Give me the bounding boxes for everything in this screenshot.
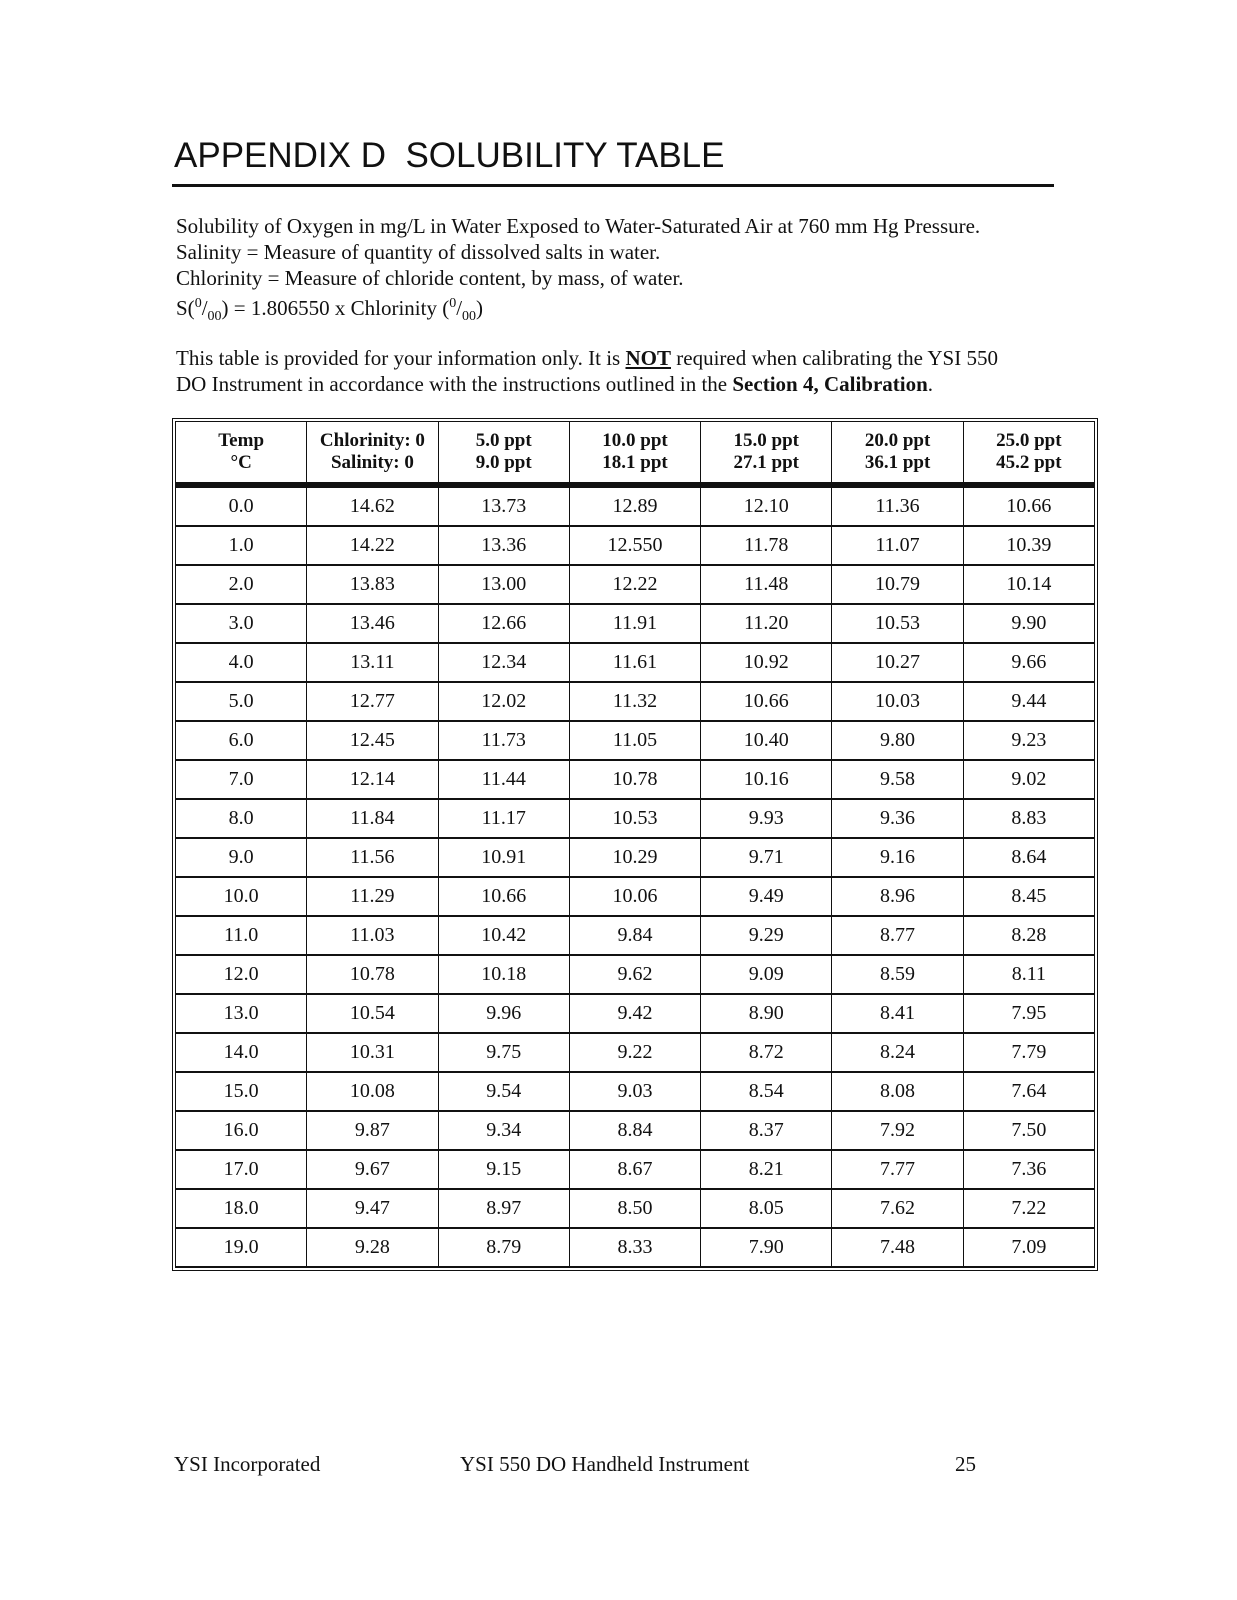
- value-cell: 7.79: [963, 1033, 1094, 1072]
- notice-line-1: [176, 345, 1056, 371]
- formula-end: ): [476, 296, 484, 320]
- value-cell: 8.41: [832, 994, 963, 1033]
- value-cell: 12.66: [438, 604, 569, 643]
- table-header-row: [176, 422, 1095, 486]
- value-cell: 11.07: [832, 526, 963, 565]
- value-cell: 10.92: [701, 643, 832, 682]
- value-cell: 12.14: [307, 760, 438, 799]
- value-cell: 13.36: [438, 526, 569, 565]
- value-cell: 7.09: [963, 1228, 1094, 1267]
- value-cell: 13.46: [307, 604, 438, 643]
- value-cell: 10.78: [569, 760, 700, 799]
- value-cell: 11.03: [307, 916, 438, 955]
- value-cell: 9.90: [963, 604, 1094, 643]
- value-cell: 13.73: [438, 485, 569, 526]
- notice-part-2: required when calibrating the YSI 550: [671, 346, 998, 370]
- value-cell: 9.28: [307, 1228, 438, 1267]
- table-row: [176, 1111, 1095, 1150]
- value-cell: 13.83: [307, 565, 438, 604]
- value-cell: 8.84: [569, 1111, 700, 1150]
- value-cell: 10.03: [832, 682, 963, 721]
- formula-slash-2: /: [456, 296, 463, 320]
- value-cell: 9.16: [832, 838, 963, 877]
- temp-cell: 3.0: [176, 604, 307, 643]
- column-header-line2: Salinity: 0: [330, 452, 414, 473]
- value-cell: 8.64: [963, 838, 1094, 877]
- value-cell: 9.49: [701, 877, 832, 916]
- value-cell: 10.66: [438, 877, 569, 916]
- value-cell: 9.58: [832, 760, 963, 799]
- column-header: [176, 422, 307, 486]
- formula-mid: ) = 1.806550 x Chlorinity (: [221, 296, 450, 320]
- column-header-line2: 27.1 ppt: [733, 452, 799, 473]
- value-cell: 11.17: [438, 799, 569, 838]
- table-row: [176, 994, 1095, 1033]
- value-cell: 9.22: [569, 1033, 700, 1072]
- table-row: [176, 604, 1095, 643]
- notice-part-3: DO Instrument in accordance with the instructions outlined in the: [176, 372, 733, 396]
- temp-cell: 14.0: [176, 1033, 307, 1072]
- formula-sub-2: 00: [462, 309, 477, 325]
- value-cell: 10.27: [832, 643, 963, 682]
- value-cell: 12.10: [701, 485, 832, 526]
- value-cell: 12.22: [569, 565, 700, 604]
- value-cell: 8.33: [569, 1228, 700, 1267]
- value-cell: 11.05: [569, 721, 700, 760]
- value-cell: 11.36: [832, 485, 963, 526]
- column-header-line2: 45.2 ppt: [996, 452, 1062, 473]
- column-header-line1: 10.0 ppt: [602, 430, 668, 451]
- value-cell: 11.91: [569, 604, 700, 643]
- value-cell: 8.24: [832, 1033, 963, 1072]
- column-header-line1: 15.0 ppt: [733, 430, 799, 451]
- value-cell: 10.40: [701, 721, 832, 760]
- table-row: [176, 485, 1095, 526]
- footer-page-number: 25: [955, 1452, 976, 1476]
- value-cell: 9.02: [963, 760, 1094, 799]
- value-cell: 8.28: [963, 916, 1094, 955]
- value-cell: 9.54: [438, 1072, 569, 1111]
- value-cell: 7.50: [963, 1111, 1094, 1150]
- value-cell: 11.29: [307, 877, 438, 916]
- value-cell: 9.67: [307, 1150, 438, 1189]
- value-cell: 10.18: [438, 955, 569, 994]
- column-header: [307, 422, 438, 486]
- value-cell: 10.08: [307, 1072, 438, 1111]
- value-cell: 8.08: [832, 1072, 963, 1111]
- value-cell: 10.53: [569, 799, 700, 838]
- value-cell: 8.79: [438, 1228, 569, 1267]
- value-cell: 10.79: [832, 565, 963, 604]
- intro-line-salinity: Salinity = Measure of quantity of dissolved salts in water.: [176, 240, 661, 264]
- solubility-table: [175, 421, 1095, 1268]
- temp-cell: 2.0: [176, 565, 307, 604]
- solubility-table-frame: [172, 418, 1098, 1271]
- temp-cell: 10.0: [176, 877, 307, 916]
- value-cell: 7.64: [963, 1072, 1094, 1111]
- table-row: [176, 1150, 1095, 1189]
- value-cell: 8.59: [832, 955, 963, 994]
- value-cell: 8.05: [701, 1189, 832, 1228]
- table-row: [176, 1189, 1095, 1228]
- intro-formula: [176, 291, 1056, 330]
- value-cell: 12.89: [569, 485, 700, 526]
- value-cell: 11.56: [307, 838, 438, 877]
- value-cell: 9.36: [832, 799, 963, 838]
- value-cell: 9.03: [569, 1072, 700, 1111]
- table-row: [176, 1072, 1095, 1111]
- value-cell: 8.83: [963, 799, 1094, 838]
- column-header-line1: Temp: [218, 430, 265, 451]
- temp-cell: 18.0: [176, 1189, 307, 1228]
- value-cell: 9.44: [963, 682, 1094, 721]
- column-header-line1: 5.0 ppt: [475, 430, 532, 451]
- value-cell: 12.02: [438, 682, 569, 721]
- value-cell: 12.550: [569, 526, 700, 565]
- column-header: [438, 422, 569, 486]
- value-cell: 8.54: [701, 1072, 832, 1111]
- value-cell: 10.66: [701, 682, 832, 721]
- table-row: [176, 799, 1095, 838]
- formula-sup: 0: [194, 296, 202, 311]
- value-cell: 9.62: [569, 955, 700, 994]
- temp-cell: 6.0: [176, 721, 307, 760]
- value-cell: 7.90: [701, 1228, 832, 1267]
- value-cell: 9.87: [307, 1111, 438, 1150]
- column-header-line2: 18.1 ppt: [602, 452, 668, 473]
- intro-line-solubility: Solubility of Oxygen in mg/L in Water Exposed to Water-Saturated Air at 760 mm Hg Pressure.: [176, 214, 981, 238]
- value-cell: 8.97: [438, 1189, 569, 1228]
- value-cell: 11.44: [438, 760, 569, 799]
- column-header-line1: 20.0 ppt: [864, 430, 931, 451]
- intro-line-chlorinity: Chlorinity = Measure of chloride content, by mass, of water.: [176, 266, 684, 290]
- value-cell: 11.20: [701, 604, 832, 643]
- temp-cell: 9.0: [176, 838, 307, 877]
- value-cell: 9.71: [701, 838, 832, 877]
- footer-company: YSI Incorporated: [174, 1452, 321, 1476]
- value-cell: 7.92: [832, 1111, 963, 1150]
- value-cell: 10.42: [438, 916, 569, 955]
- table-row: [176, 1033, 1095, 1072]
- value-cell: 9.29: [701, 916, 832, 955]
- value-cell: 10.14: [963, 565, 1094, 604]
- value-cell: 9.96: [438, 994, 569, 1033]
- value-cell: 9.09: [701, 955, 832, 994]
- value-cell: 11.73: [438, 721, 569, 760]
- table-body: [176, 485, 1095, 1267]
- temp-cell: 4.0: [176, 643, 307, 682]
- column-header-line1: Chlorinity: 0: [319, 430, 425, 451]
- table-row: [176, 721, 1095, 760]
- column-header-line2: 36.1 ppt: [864, 452, 931, 473]
- temp-cell: 8.0: [176, 799, 307, 838]
- table-row: [176, 916, 1095, 955]
- value-cell: 8.11: [963, 955, 1094, 994]
- column-header: [701, 422, 832, 486]
- temp-cell: 15.0: [176, 1072, 307, 1111]
- value-cell: 9.42: [569, 994, 700, 1033]
- value-cell: 10.06: [569, 877, 700, 916]
- formula-sup-2: 0: [449, 296, 457, 311]
- page-title: APPENDIX D SOLUBILITY TABLE: [174, 136, 725, 175]
- value-cell: 7.95: [963, 994, 1094, 1033]
- notice-not-word: NOT: [625, 346, 671, 370]
- value-cell: 8.67: [569, 1150, 700, 1189]
- value-cell: 8.37: [701, 1111, 832, 1150]
- column-header: [569, 422, 700, 486]
- value-cell: 8.96: [832, 877, 963, 916]
- temp-cell: 16.0: [176, 1111, 307, 1150]
- formula-prefix: S(: [176, 296, 195, 320]
- temp-cell: 1.0: [176, 526, 307, 565]
- column-header-line2: °C: [230, 452, 252, 473]
- value-cell: 9.23: [963, 721, 1094, 760]
- value-cell: 11.61: [569, 643, 700, 682]
- column-header-line1: 25.0 ppt: [996, 430, 1062, 451]
- value-cell: 8.21: [701, 1150, 832, 1189]
- value-cell: 10.91: [438, 838, 569, 877]
- value-cell: 8.72: [701, 1033, 832, 1072]
- temp-cell: 13.0: [176, 994, 307, 1033]
- notice-section-ref: Section 4, Calibration: [732, 372, 928, 396]
- table-row: [176, 526, 1095, 565]
- value-cell: 14.62: [307, 485, 438, 526]
- value-cell: 10.53: [832, 604, 963, 643]
- formula-slash: /: [201, 296, 208, 320]
- value-cell: 10.31: [307, 1033, 438, 1072]
- temp-cell: 19.0: [176, 1228, 307, 1267]
- value-cell: 10.66: [963, 485, 1094, 526]
- value-cell: 9.66: [963, 643, 1094, 682]
- value-cell: 13.00: [438, 565, 569, 604]
- footer-product: YSI 550 DO Handheld Instrument: [460, 1452, 750, 1476]
- value-cell: 14.22: [307, 526, 438, 565]
- intro-text: [176, 213, 1056, 330]
- table-row: [176, 1228, 1095, 1267]
- title-underline: [172, 184, 1054, 187]
- table-row: [176, 838, 1095, 877]
- value-cell: 8.77: [832, 916, 963, 955]
- value-cell: 11.32: [569, 682, 700, 721]
- value-cell: 9.34: [438, 1111, 569, 1150]
- table-row: [176, 955, 1095, 994]
- temp-cell: 12.0: [176, 955, 307, 994]
- table-row: [176, 877, 1095, 916]
- value-cell: 9.84: [569, 916, 700, 955]
- notice-text: [176, 345, 1056, 397]
- value-cell: 10.29: [569, 838, 700, 877]
- table-row: [176, 760, 1095, 799]
- notice-part-4: .: [927, 372, 934, 396]
- value-cell: 11.48: [701, 565, 832, 604]
- notice-part-1: This table is provided for your information only. It is: [176, 346, 626, 370]
- value-cell: 7.22: [963, 1189, 1094, 1228]
- column-header: [832, 422, 963, 486]
- value-cell: 7.62: [832, 1189, 963, 1228]
- table-row: [176, 565, 1095, 604]
- value-cell: 8.50: [569, 1189, 700, 1228]
- value-cell: 9.75: [438, 1033, 569, 1072]
- table-row: [176, 643, 1095, 682]
- column-header-line2: 9.0 ppt: [475, 452, 532, 473]
- value-cell: 9.47: [307, 1189, 438, 1228]
- value-cell: 7.77: [832, 1150, 963, 1189]
- value-cell: 13.11: [307, 643, 438, 682]
- value-cell: 12.77: [307, 682, 438, 721]
- notice-line-2: [176, 371, 1056, 397]
- value-cell: 10.78: [307, 955, 438, 994]
- value-cell: 9.93: [701, 799, 832, 838]
- temp-cell: 0.0: [176, 485, 307, 526]
- temp-cell: 7.0: [176, 760, 307, 799]
- value-cell: 9.80: [832, 721, 963, 760]
- value-cell: 11.78: [701, 526, 832, 565]
- formula-sub: 00: [207, 309, 222, 325]
- column-header: [963, 422, 1094, 486]
- value-cell: 12.45: [307, 721, 438, 760]
- value-cell: 8.45: [963, 877, 1094, 916]
- temp-cell: 17.0: [176, 1150, 307, 1189]
- temp-cell: 5.0: [176, 682, 307, 721]
- value-cell: 10.54: [307, 994, 438, 1033]
- value-cell: 12.34: [438, 643, 569, 682]
- value-cell: 10.16: [701, 760, 832, 799]
- table-row: [176, 682, 1095, 721]
- value-cell: 7.36: [963, 1150, 1094, 1189]
- value-cell: 7.48: [832, 1228, 963, 1267]
- value-cell: 8.90: [701, 994, 832, 1033]
- value-cell: 11.84: [307, 799, 438, 838]
- value-cell: 10.39: [963, 526, 1094, 565]
- temp-cell: 11.0: [176, 916, 307, 955]
- value-cell: 9.15: [438, 1150, 569, 1189]
